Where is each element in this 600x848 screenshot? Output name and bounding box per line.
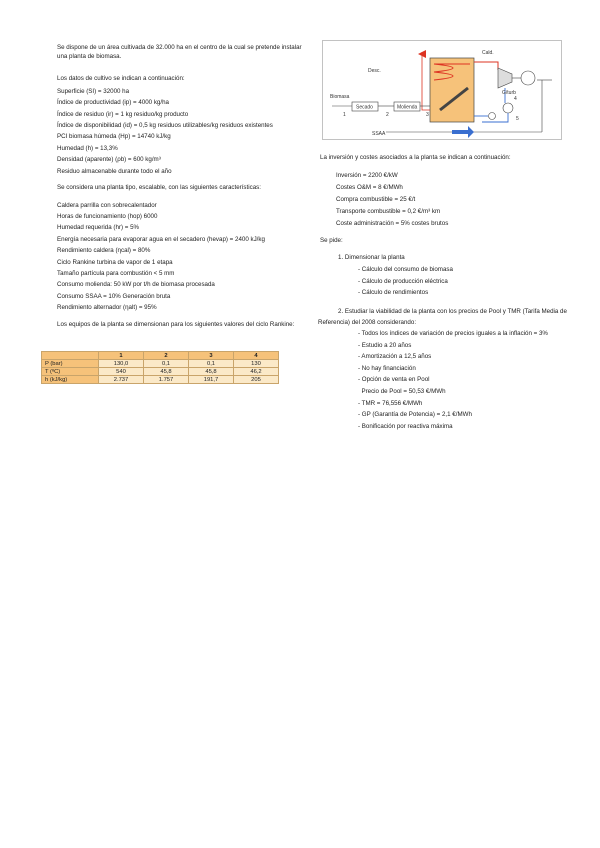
planta-item: Consumo SSAA = 10% Generación bruta — [57, 292, 171, 300]
table-cell: 46,2 — [234, 368, 279, 376]
pide-title: Se pide: — [320, 236, 343, 244]
label-gturb: G/turb — [502, 90, 516, 96]
table-cell: 205 — [234, 376, 279, 384]
table-cell: 45,8 — [144, 368, 189, 376]
label-node: 5 — [516, 116, 519, 122]
table-cell: 130 — [234, 360, 279, 368]
table-header-cell — [42, 352, 99, 360]
pide2-item: - Bonificación por reactiva máxima — [358, 422, 453, 430]
datos-item: Humedad (h) = 13,3% — [57, 144, 118, 152]
pide2-item: - TMR = 76,556 €/MWh — [358, 399, 423, 407]
planta-item: Ciclo Rankine turbina de vapor de 1 etapa — [57, 258, 173, 266]
label-ssaa: SSAA — [372, 131, 386, 137]
pide-step-1: 1. Dimensionar la planta — [338, 254, 405, 262]
inversion-title: La inversión y costes asociados a la planta se indican a continuación: — [320, 154, 511, 161]
label-secado: Secado — [356, 104, 373, 111]
table-cell: 540 — [99, 368, 144, 376]
left-column — [33, 44, 308, 384]
table-cell: 1.757 — [144, 376, 189, 384]
datos-item: Densidad (aparente) (ρb) = 600 kg/m³ — [57, 156, 161, 164]
pide2-item: - Estudio a 20 años — [358, 341, 412, 349]
pide2-item: Precio de Pool = 50,53 €/MWh — [358, 387, 446, 395]
table-row — [42, 376, 279, 384]
table-cell: 0,1 — [189, 360, 234, 368]
table-row-label: h (kJ/kg) — [42, 376, 99, 384]
table-cell: 45,8 — [189, 368, 234, 376]
costes-list — [318, 170, 578, 230]
table-cell: 2.737 — [99, 376, 144, 384]
right-column — [318, 40, 578, 432]
label-node: 4 — [514, 96, 517, 102]
pide1-item: - Cálculo de producción eléctrica — [358, 277, 448, 285]
datos-list — [33, 86, 308, 177]
coste-item: Coste administración = 5% costes brutos — [336, 219, 449, 227]
pide2-item: - Opción de venta en Pool — [358, 376, 430, 384]
planta-item: Humedad requerida (hr) = 5% — [57, 224, 140, 232]
label-molienda: Molienda — [397, 104, 418, 111]
table-cell: 130,0 — [99, 360, 144, 368]
pide2-item: - GP (Garantía de Potencia) = 2,1 €/MWh — [358, 411, 472, 419]
table-header-row — [42, 352, 279, 360]
planta-item: Caldera parrilla con sobrecalentador — [57, 201, 157, 209]
table-header-cell: 1 — [99, 352, 144, 360]
coste-item: Costes O&M = 8 €/MWh — [336, 183, 403, 191]
planta-item: Rendimiento caldera (ηcal) = 80% — [57, 247, 151, 255]
label-desc: Desc. — [368, 68, 381, 74]
table-cell: 0,1 — [144, 360, 189, 368]
rankine-table — [41, 351, 279, 384]
generator-shape — [521, 71, 535, 85]
planta-item: Energía necesaria para evaporar agua en el secadero (hevap) = 2400 kJ/kg — [57, 235, 265, 243]
planta-list — [33, 200, 308, 314]
table-row — [42, 368, 279, 376]
coste-item: Transporte combustible = 0,2 €/m³ km — [336, 207, 441, 215]
label-cald: Cald. — [482, 50, 494, 56]
plant-diagram — [322, 40, 562, 140]
table-row-label: T (ºC) — [42, 368, 99, 376]
label-node: 2 — [386, 112, 389, 118]
planta-item: Consumo molienda: 50 kW por t/h de biomasa procesada — [57, 281, 215, 289]
table-header-cell: 4 — [234, 352, 279, 360]
table-header-cell: 3 — [189, 352, 234, 360]
pide2-item: - Todos los índices de variación de precios iguales a la inflación = 3% — [358, 329, 548, 337]
condenser-shape — [503, 103, 513, 113]
pide1-item: - Cálculo del consumo de biomasa — [358, 266, 453, 274]
pide1-item: - Cálculo de rendimientos — [358, 289, 429, 297]
datos-item: Superficie (SI) = 32000 ha — [57, 87, 130, 95]
datos-item: Índice de disponibilidad (id) = 0,5 kg residuos utilizables/kg residuos existentes — [57, 122, 273, 129]
label-node: 1 — [343, 112, 346, 118]
coste-item: Compra combustible = 25 €/t — [336, 195, 416, 203]
planta-item: Horas de funcionamiento (hop) 6000 — [57, 213, 158, 221]
equipos-text: Los equipos de la planta se dimensionan para los siguientes valores del ciclo Rankine: — [57, 320, 295, 328]
pide2-item: - Amortización a 12,5 años — [358, 353, 432, 361]
datos-item: Índice de residuo (ir) = 1 kg residuo/kg producto — [57, 110, 189, 118]
label-biomasa: Biomasa — [330, 94, 350, 100]
table-cell: 191,7 — [189, 376, 234, 384]
planta-item: Rendimiento alternador (ηalt) = 95% — [57, 304, 157, 312]
planta-title: Se considera una planta tipo, escalable, con las siguientes características: — [57, 184, 261, 192]
table-header-cell: 2 — [144, 352, 189, 360]
datos-title: Los datos de cultivo se indican a continuación: — [57, 75, 185, 83]
datos-item: PCI biomasa húmeda (Hp) = 14740 kJ/kg — [57, 133, 171, 141]
intro-text: Se dispone de un área cultivada de 32.000 ha en el centro de la cual se pretende instalar una planta de biomasa. — [57, 44, 302, 60]
pump-shape — [489, 113, 496, 120]
datos-item: Residuo almacenable durante todo el año — [57, 167, 172, 175]
table-row — [42, 360, 279, 368]
label-node: 3 — [426, 112, 429, 118]
table-row-label: P (bar) — [42, 360, 99, 368]
coste-item: Inversión = 2200 €/kW — [336, 171, 398, 179]
datos-item: Índice de productividad (ip) = 4000 kg/ha — [57, 99, 169, 107]
pide-step-2: 2. Estudiar la viabilidad de la planta con los precios de Pool y TMR (Tarifa Media de Referencia) del 2008 considerando: — [318, 307, 567, 326]
planta-item: Tamaño partícula para combustión < 5 mm — [57, 270, 175, 278]
pide2-item: - No hay financiación — [358, 364, 416, 372]
